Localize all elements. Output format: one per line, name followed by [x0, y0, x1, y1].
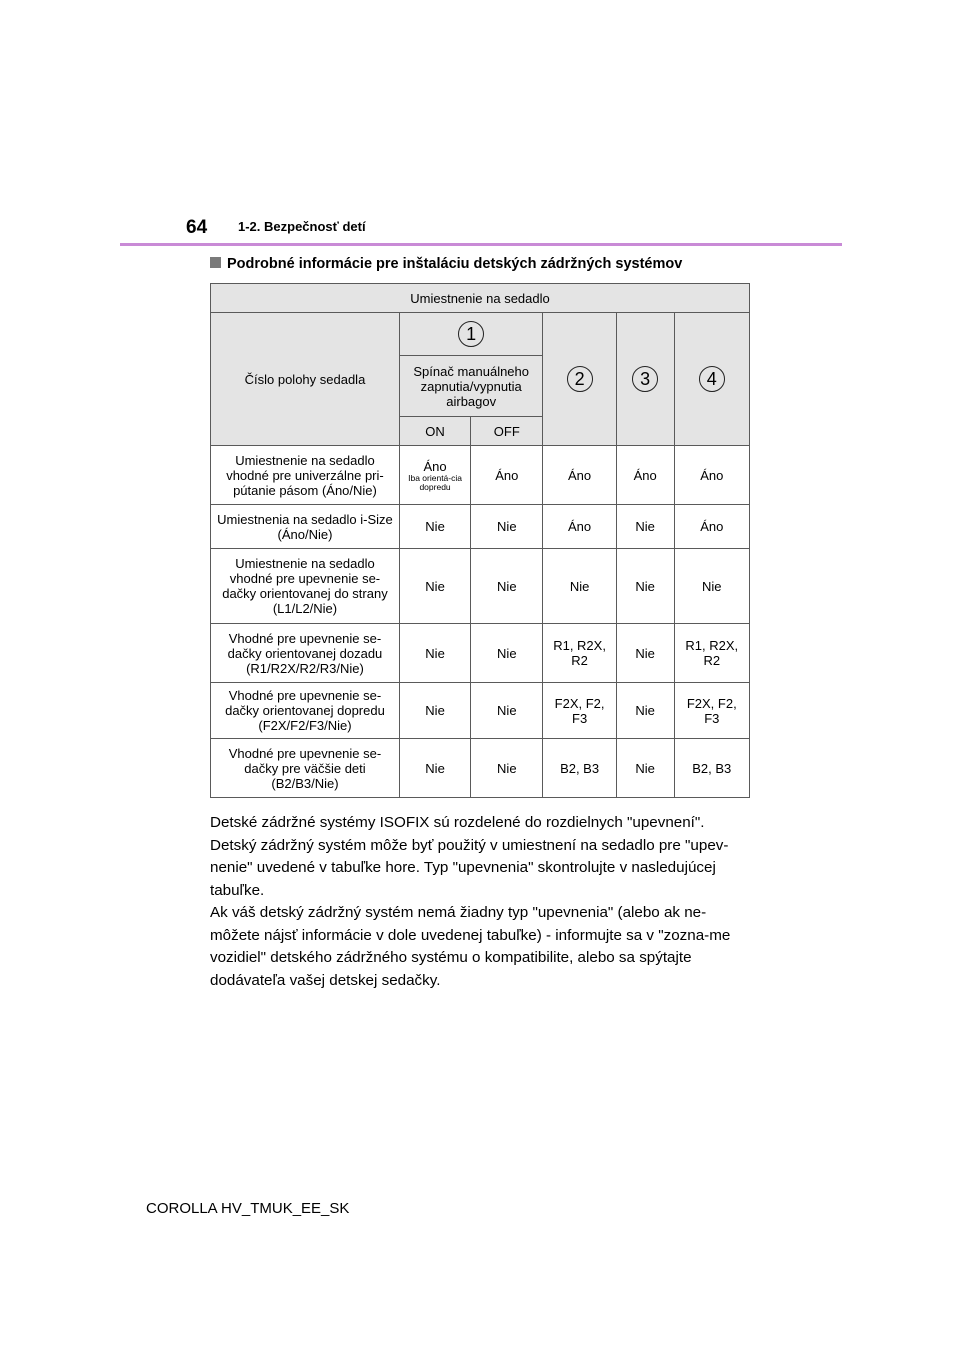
position-3-header	[616, 313, 674, 446]
table-cell: Nie	[399, 683, 470, 739]
position-2-header	[543, 313, 616, 446]
cell-value: Áno	[423, 458, 447, 474]
table-cell: Nie	[471, 683, 543, 739]
isofix-table	[210, 283, 750, 798]
table-cell: R1, R2X, R2	[543, 624, 616, 683]
position-4-icon: 4	[699, 366, 725, 392]
airbag-switch-label: Spínač manuálneho zapnutia/vypnutia airbagov	[399, 356, 543, 417]
switch-on-header: ON	[399, 417, 470, 446]
section-title: Podrobné informácie pre inštaláciu detských zádržných systémov	[227, 256, 683, 272]
table-cell: Nie	[616, 739, 674, 798]
table-row	[211, 549, 750, 624]
row-label: Vhodné pre upevnenie se-dačky orientovanej dozadu (R1/R2X/R2/R3/Nie)	[211, 624, 400, 683]
table-cell: R1, R2X, R2	[674, 624, 749, 683]
section-heading	[210, 256, 682, 272]
table-cell: Nie	[616, 505, 674, 549]
table-cell: Nie	[616, 624, 674, 683]
table-cell: Áno	[674, 446, 749, 505]
table-row	[211, 505, 750, 549]
position-1-header	[399, 313, 543, 356]
table-cell: B2, B3	[543, 739, 616, 798]
page-number: 64	[186, 217, 208, 238]
table-cell: Áno	[674, 505, 749, 549]
body-paragraph-2: Ak váš detský zádržný systém nemá žiadny typ "upevnenia" (alebo ak ne-môžete nájsť informácie v dole uvedenej tabuľke) - informujte sa v "zozna-me vozidiel" detského zádržného systému o kompatibilite, alebo sa spýtajte dodávateľa vašej detskej sedačky.	[210, 904, 731, 989]
body-text	[210, 812, 755, 992]
table-row	[211, 624, 750, 683]
switch-off-header: OFF	[471, 417, 543, 446]
position-label: Číslo polohy sedadla	[211, 313, 400, 446]
table-cell: Nie	[399, 624, 470, 683]
row-label: Umiestnenia na sedadlo i-Size (Áno/Nie)	[211, 505, 400, 549]
table-row	[211, 446, 750, 505]
table-cell: Áno	[471, 446, 543, 505]
table-title-row: Umiestnenie na sedadlo	[211, 284, 750, 313]
table-cell: Nie	[399, 505, 470, 549]
table-cell: F2X, F2, F3	[674, 683, 749, 739]
table-cell: Nie	[616, 549, 674, 624]
table-row	[211, 739, 750, 798]
position-3-icon: 3	[632, 366, 658, 392]
row-label: Umiestnenie na sedadlo vhodné pre univerzálne pri-pútanie pásom (Áno/Nie)	[211, 446, 400, 505]
row-label: Umiestnenie na sedadlo vhodné pre upevnenie se-dačky orientovanej do strany (L1/L2/Nie)	[211, 549, 400, 624]
table-cell: Áno	[543, 505, 616, 549]
table-cell: Nie	[471, 739, 543, 798]
chapter-title: 1-2. Bezpečnosť detí	[238, 219, 366, 234]
position-4-header	[674, 313, 749, 446]
position-2-icon: 2	[567, 366, 593, 392]
cell-note: Iba orientá-cia dopredu	[408, 472, 462, 492]
footer-model: COROLLA HV_TMUK_EE_SK	[146, 1200, 350, 1217]
table-cell: Áno	[616, 446, 674, 505]
table-cell: Nie	[543, 549, 616, 624]
table-cell: Áno	[543, 446, 616, 505]
table-cell: F2X, F2, F3	[543, 683, 616, 739]
table-cell: Nie	[674, 549, 749, 624]
table-cell: Nie	[471, 549, 543, 624]
table-cell	[399, 446, 470, 505]
header-divider	[120, 243, 842, 246]
table-cell: B2, B3	[674, 739, 749, 798]
table-cell: Nie	[471, 505, 543, 549]
row-label: Vhodné pre upevnenie se-dačky pre väčšie deti (B2/B3/Nie)	[211, 739, 400, 798]
position-1-icon: 1	[458, 321, 484, 347]
row-label: Vhodné pre upevnenie se-dačky orientovanej dopredu (F2X/F2/F3/Nie)	[211, 683, 400, 739]
table-cell: Nie	[616, 683, 674, 739]
table-cell: Nie	[399, 739, 470, 798]
table-cell: Nie	[399, 549, 470, 624]
square-bullet-icon	[210, 257, 221, 268]
body-paragraph-1: Detské zádržné systémy ISOFIX sú rozdelené do rozdielnych "upevnení". Detský zádržný systém môže byť použitý v umiestnení na sedadlo pre "upev-nenie" uvedené v tabuľke hore. Typ "upevnenia" skontrolujte v nasledujúcej tabuľke.	[210, 814, 729, 899]
table-cell: Nie	[471, 624, 543, 683]
table-row	[211, 683, 750, 739]
